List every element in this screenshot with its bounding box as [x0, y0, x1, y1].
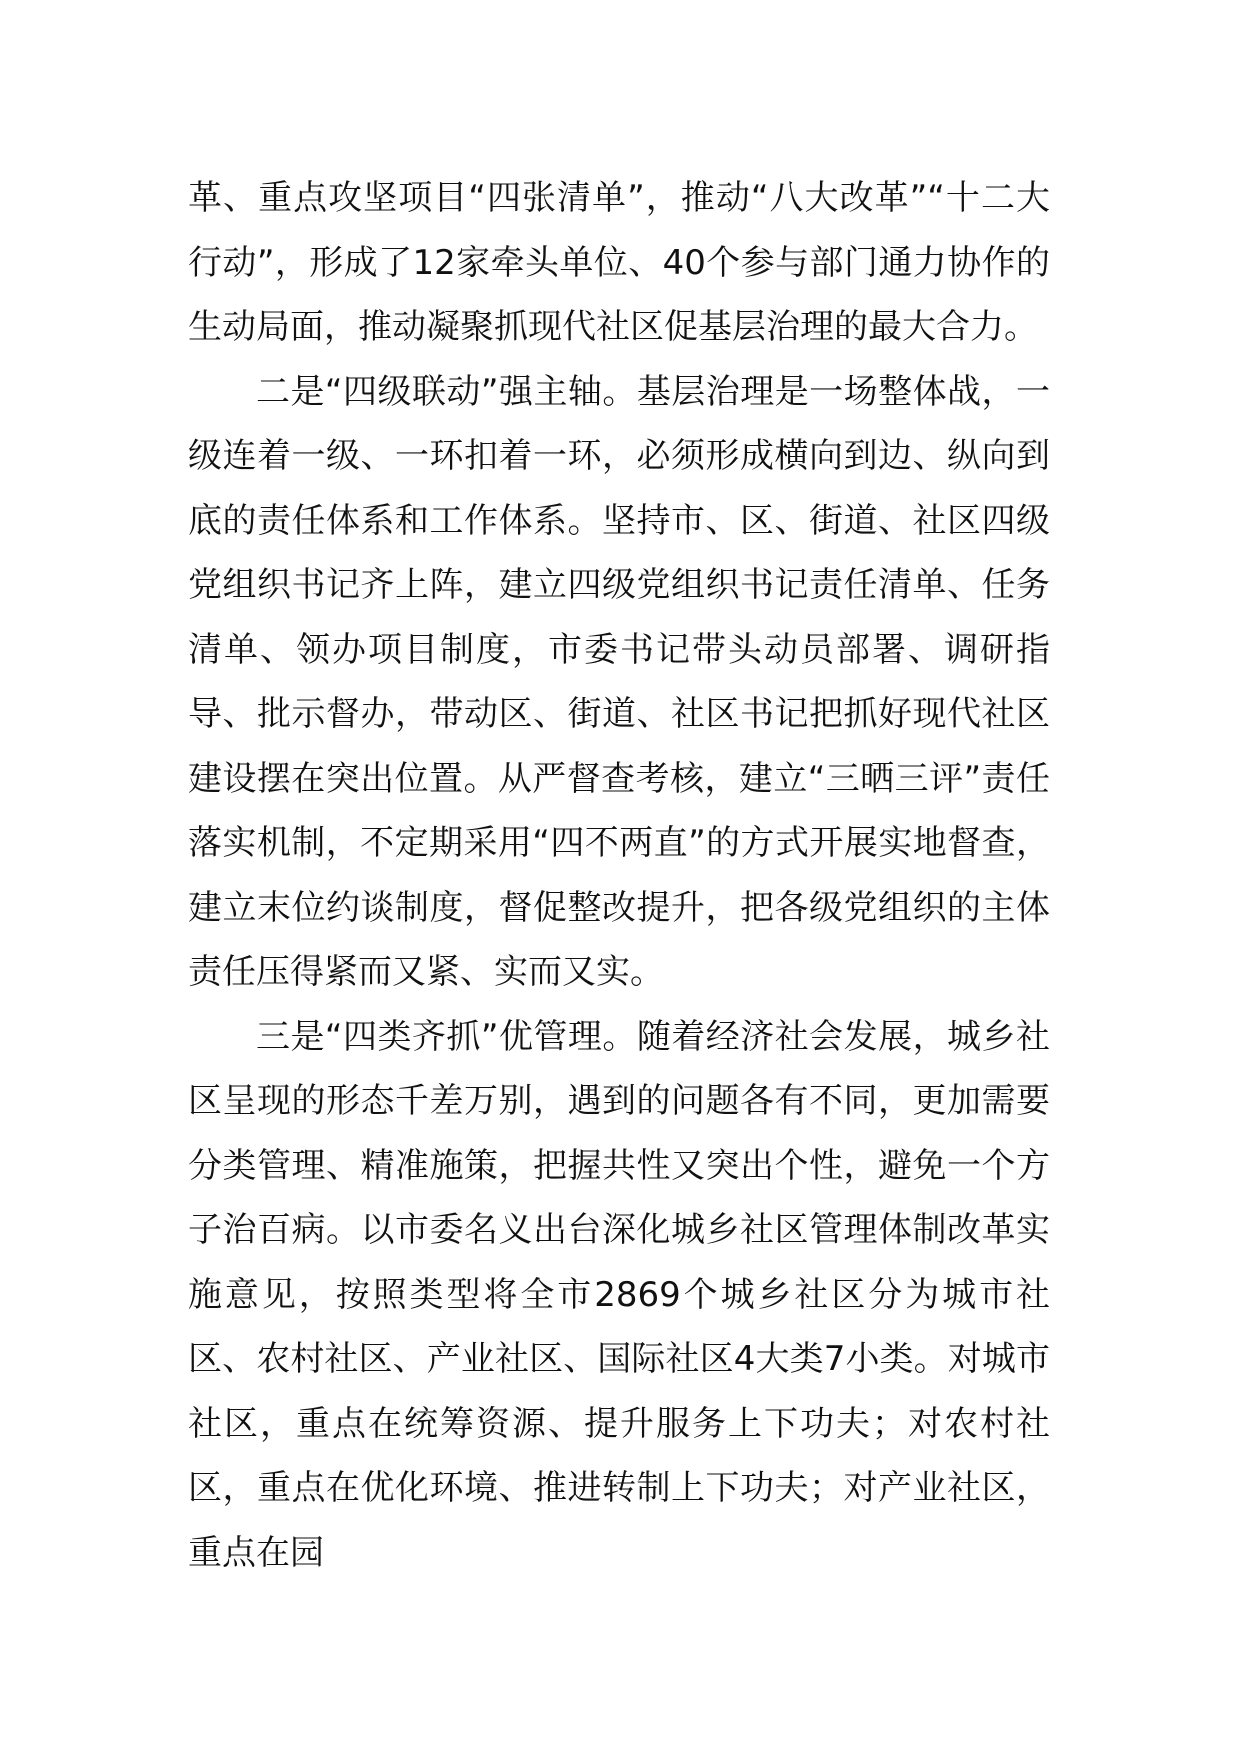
document-body	[188, 166, 1050, 1585]
paragraph-continuation: 革、重点攻坚项目“四张清单”，推动“八大改革”“十二大行动”，形成了12家牵头单位、40个参与部门通力协作的生动局面，推动凝聚抓现代社区促基层治理的最大合力。	[188, 178, 1050, 347]
paragraph-four-categories: 三是“四类齐抓”优管理。随着经济社会发展，城乡社区呈现的形态千差万别，遇到的问题各有不同，更加需要分类管理、精准施策，把握共性又突出个性，避免一个方子治百病。以市委名义出台深化城乡社区管理体制改革实施意见，按照类型将全市2869个城乡社区分为城市社区、农村社区、产业社区、国际社区4大类7小类。对城市社区，重点在统筹资源、提升服务上下功夫；对农村社区，重点在优化环境、推进转制上下功夫；对产业社区，重点在园	[188, 1016, 1050, 1573]
paragraph-four-level-linkage: 二是“四级联动”强主轴。基层治理是一场整体战，一级连着一级、一环扣着一环，必须形成横向到边、纵向到底的责任体系和工作体系。坚持市、区、街道、社区四级党组织书记齐上阵，建立四级党组织书记责任清单、任务清单、领办项目制度，市委书记带头动员部署、调研指导、批示督办，带动区、街道、社区书记把抓好现代社区建设摆在突出位置。从严督查考核，建立“三晒三评”责任落实机制，不定期采用“四不两直”的方式开展实地督查，建立末位约谈制度，督促整改提升，把各级党组织的主体责任压得紧而又紧、实而又实。	[188, 371, 1050, 992]
